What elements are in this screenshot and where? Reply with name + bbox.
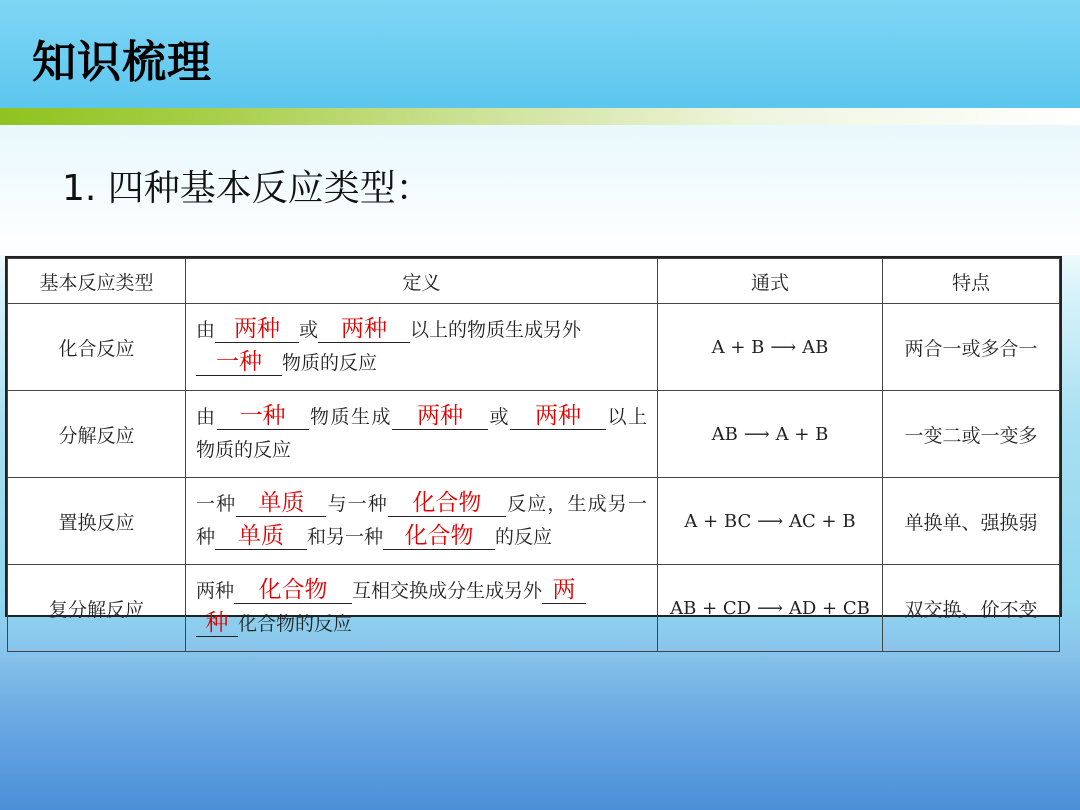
reaction-arrow-icon: ⟶: [770, 336, 797, 358]
definition-text: 或: [487, 406, 510, 428]
answer-blank: 两种: [318, 316, 410, 343]
answer-blank: 两: [542, 577, 586, 604]
answer-blank: 单质: [236, 490, 326, 517]
general-formula: [658, 478, 883, 565]
title-bar: [0, 0, 1080, 109]
reaction-type: 置换反应: [8, 478, 186, 565]
formula-products: AD + CB: [788, 597, 870, 619]
answer-blank: 一种: [196, 349, 282, 376]
header-type: 基本反应类型: [8, 259, 186, 304]
formula-reactants: A + B: [711, 336, 765, 358]
formula-reactants: A + BC: [684, 510, 752, 532]
table-row: [8, 478, 1060, 565]
header-definition: 定义: [186, 259, 658, 304]
answer-blank: 化合物: [388, 490, 506, 517]
reaction-type: 化合反应: [8, 304, 186, 391]
answer-blank: 一种: [217, 403, 309, 430]
accent-bar: [0, 108, 1080, 125]
definition-text: 两种: [196, 580, 235, 602]
reaction-type: 复分解反应: [8, 565, 186, 652]
section-heading: 1. 四种基本反应类型：: [62, 168, 432, 209]
definition-text: 由: [196, 406, 217, 428]
table-row: [8, 304, 1060, 391]
definition-text: 物质的反应: [282, 352, 378, 374]
reaction-definition: [186, 391, 658, 478]
general-formula: [658, 565, 883, 652]
definition-text: 一种: [196, 493, 237, 515]
reaction-definition: [186, 565, 658, 652]
answer-blank: 两种: [392, 403, 488, 430]
reaction-definition: [186, 304, 658, 391]
reaction-arrow-icon: ⟶: [757, 597, 783, 619]
formula-products: AC + B: [789, 510, 856, 532]
reaction-type: 分解反应: [8, 391, 186, 478]
answer-blank: 化合物: [234, 577, 352, 604]
reaction-feature: 一变二或一变多: [883, 391, 1060, 478]
answer-blank: 化合物: [383, 523, 495, 550]
answer-blank: 两种: [510, 403, 606, 430]
page-title: 知识梳理: [32, 37, 212, 88]
reaction-types-table: [5, 256, 1062, 636]
reaction-feature: 单换单、强换弱: [883, 478, 1060, 565]
definition-text: 反应，生成另一种: [196, 493, 647, 548]
general-formula: [658, 304, 883, 391]
formula-reactants: AB: [711, 423, 738, 445]
formula-reactants: AB + CD: [670, 597, 752, 619]
reaction-feature: 双交换、价不变: [883, 565, 1060, 652]
definition-text: 和另一种: [307, 526, 384, 548]
answer-blank: 单质: [215, 523, 307, 550]
definition-text: 物质生成: [308, 406, 392, 428]
table-row: [8, 391, 1060, 478]
header-feature: 特点: [883, 259, 1060, 304]
definition-text: 的反应: [495, 526, 553, 548]
reaction-arrow-icon: ⟶: [757, 510, 784, 532]
definition-text: 以上物质的反应: [196, 406, 647, 461]
formula-products: A + B: [775, 423, 829, 445]
reaction-definition: [186, 478, 658, 565]
definition-text: 与一种: [326, 493, 388, 515]
formula-products: AB: [802, 336, 829, 358]
general-formula: [658, 391, 883, 478]
header-formula: 通式: [658, 259, 883, 304]
table-header-row: [8, 259, 1060, 304]
reaction-arrow-icon: ⟶: [743, 423, 770, 445]
reaction-feature: 两合一或多合一: [883, 304, 1060, 391]
definition-text: 化合物的反应: [238, 613, 353, 635]
definition-text: 互相交换成分生成另外: [352, 580, 543, 602]
definition-text: 以上的物质生成另外: [410, 319, 582, 341]
definition-text: 或: [299, 319, 319, 341]
definition-text: 由: [196, 319, 216, 341]
answer-blank: 两种: [215, 316, 299, 343]
answer-blank: 种: [196, 610, 238, 637]
table-row: [8, 565, 1060, 652]
